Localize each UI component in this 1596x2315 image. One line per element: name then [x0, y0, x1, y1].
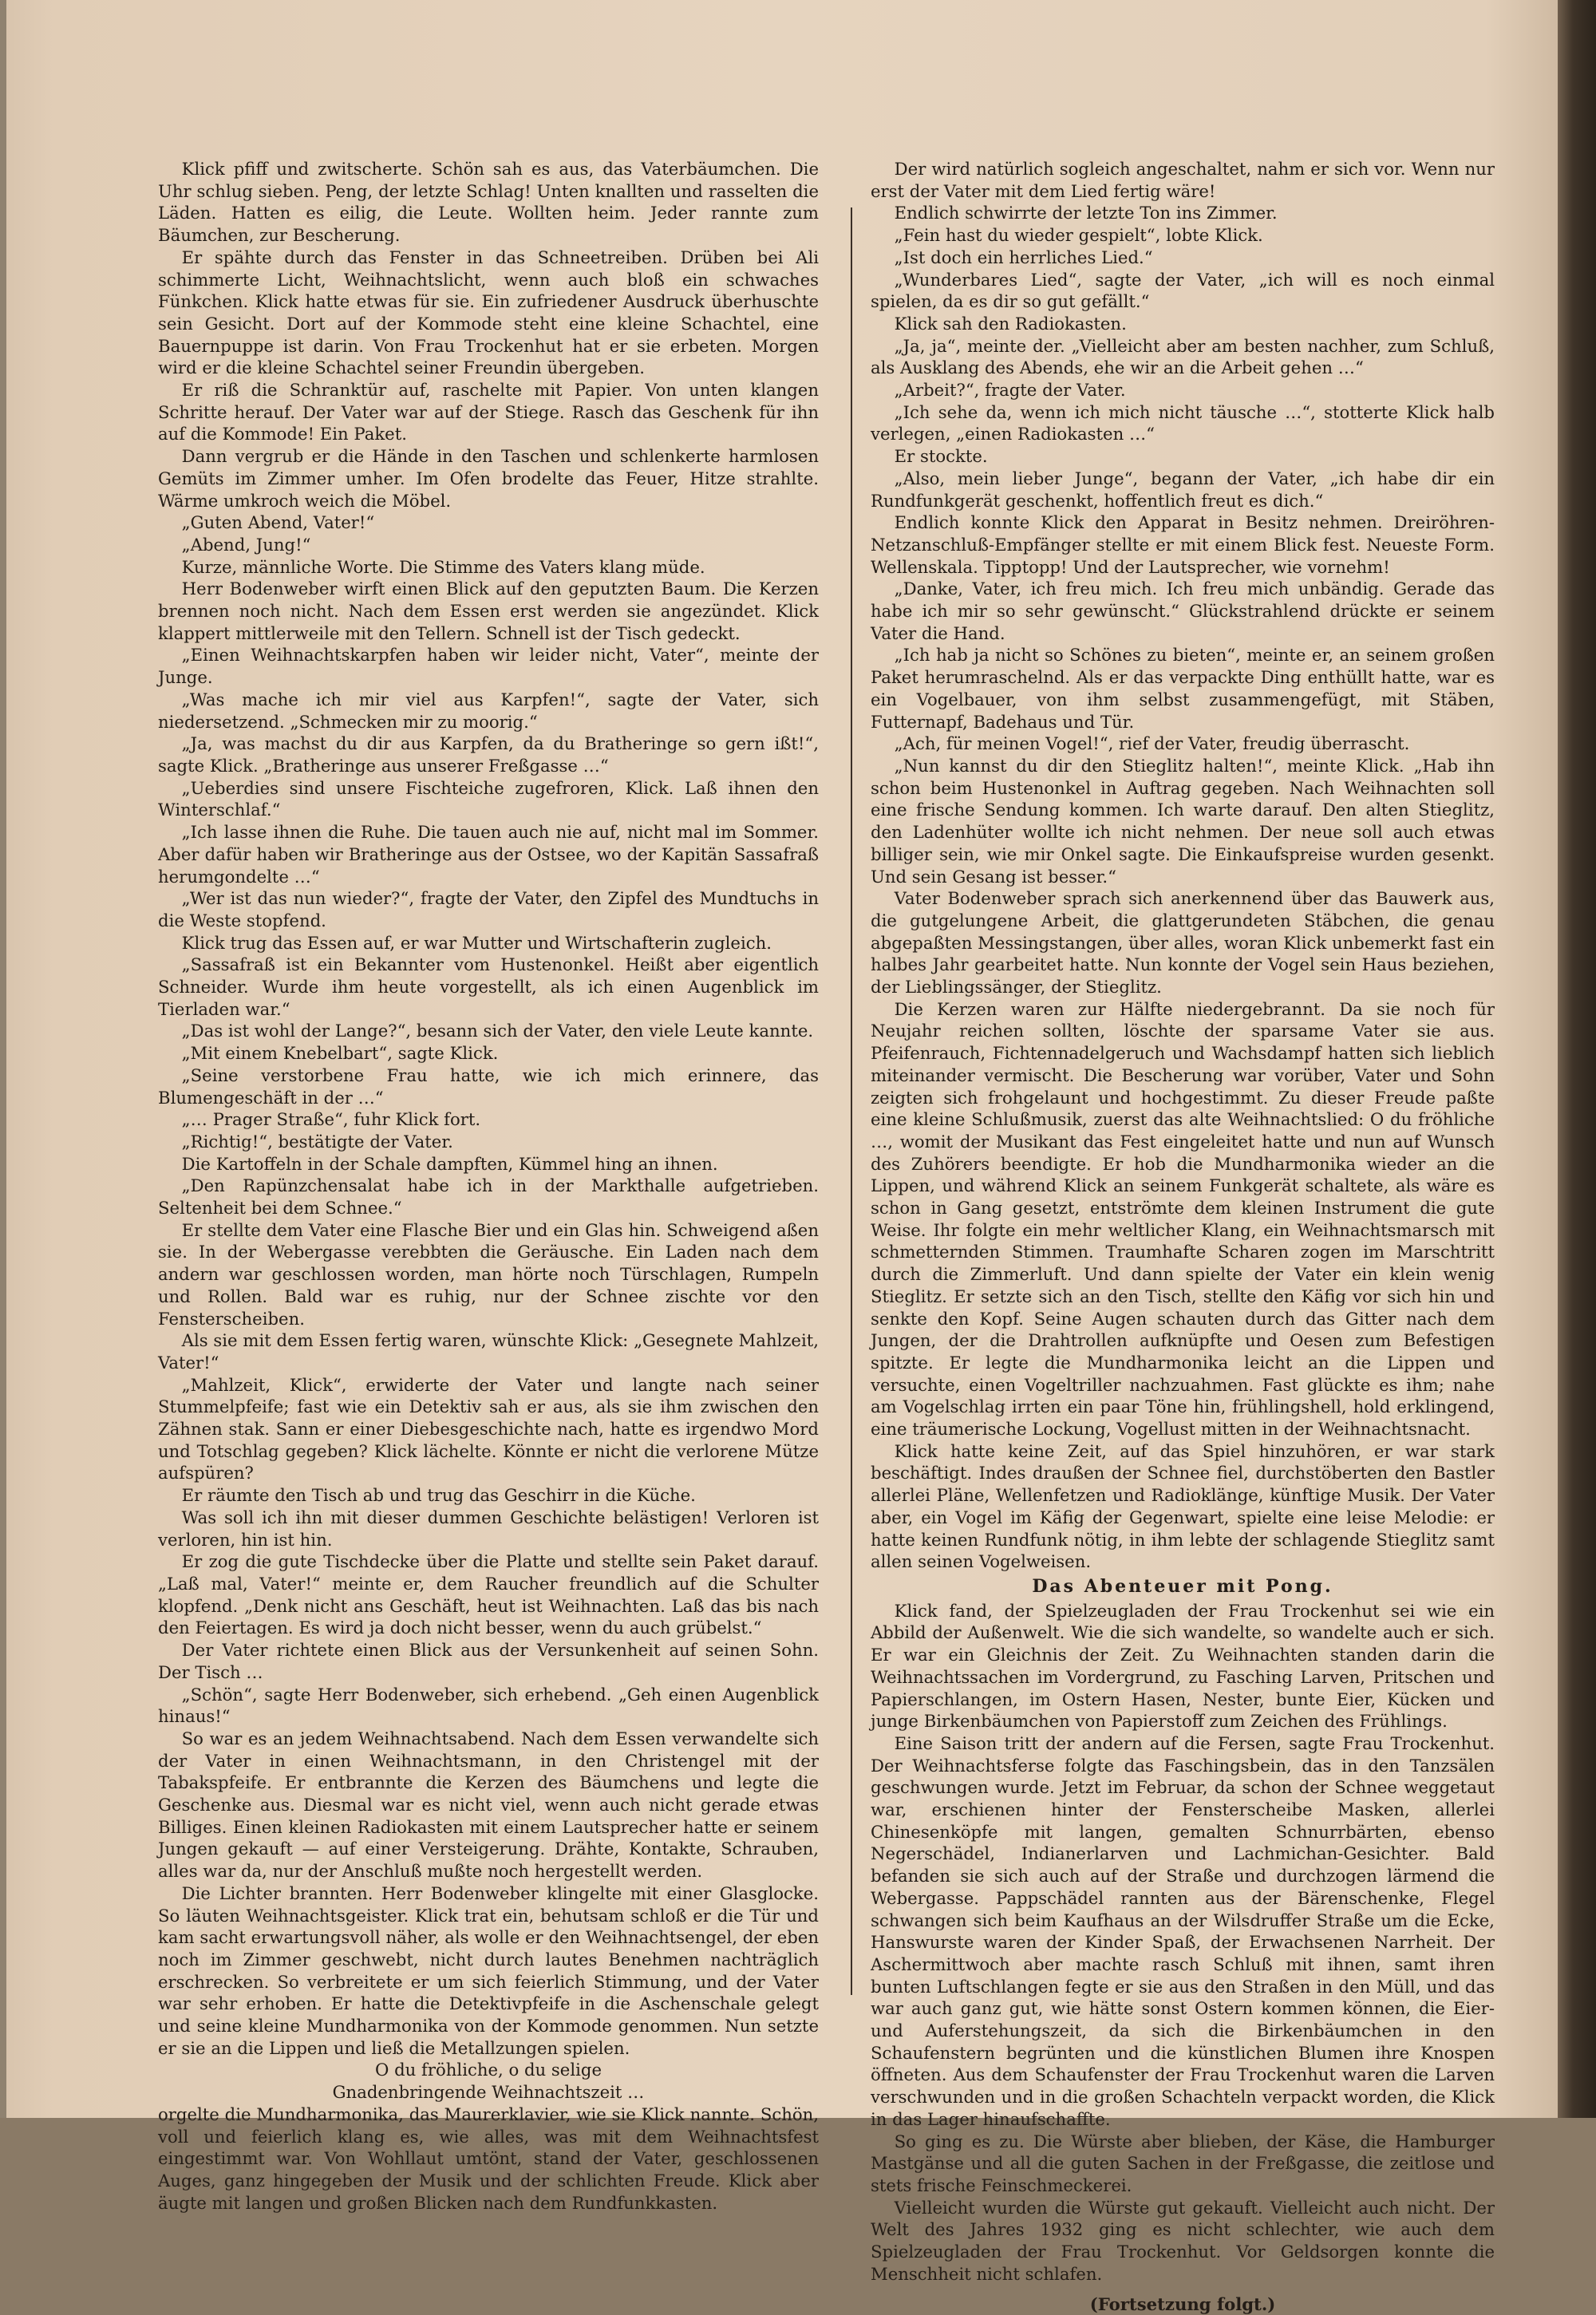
paragraph: „Ach, für meinen Vogel!“, rief der Vater, freudig überrascht. [871, 733, 1495, 755]
paragraph: Der Vater richtete einen Blick aus der Versunkenheit auf seinen Sohn. Der Tisch … [158, 1639, 819, 1683]
paragraph: Klick pfiff und zwitscherte. Schön sah es aus, das Vaterbäumchen. Die Uhr schlug sieben. Peng, der letzte Schlag! Unten knallten und rasselten die Läden. Hatten es eilig, die Leute. Wollten heim. Jeder rannte zum Bäumchen, zur Bescherung. [158, 158, 819, 247]
paragraph: „Das ist wohl der Lange?“, besann sich der Vater, den viele Leute kannte. [158, 1020, 819, 1042]
paragraph: Herr Bodenweber wirft einen Blick auf den geputzten Baum. Die Kerzen brennen noch nicht. Nach dem Essen erst werden sie angezündet. Klick klappert mittlerweile mit den Tellern. Schnell ist der Tisch gedeckt. [158, 578, 819, 644]
paragraph: „Seine verstorbene Frau hatte, wie ich mich erinnere, das Blumengeschäft in der …“ [158, 1065, 819, 1108]
paragraph: „Arbeit?“, fragte der Vater. [871, 379, 1495, 401]
paragraph: „Mahlzeit, Klick“, erwiderte der Vater und langte nach seiner Stummelpfeife; fast wie ein Detektiv sah er aus, als sie ihm zwischen den Zähnen stak. Sann er einer Diebesgeschichte nach, hatte es irgendwo Mord und Totschlag gegeben? Klick lächelte. Könnte er nicht die verlorene Mütze aufspüren? [158, 1374, 819, 1485]
paragraph: „Wer ist das nun wieder?“, fragte der Vater, den Zipfel des Mundtuchs in die Weste stopfend. [158, 887, 819, 931]
verse-line-1: O du fröhliche, o du selige [158, 2059, 819, 2081]
paragraph: „Richtig!“, bestätigte der Vater. [158, 1131, 819, 1153]
paragraph: Er räumte den Tisch ab und trug das Geschirr in die Küche. [158, 1484, 819, 1507]
verse-block [158, 2059, 819, 2103]
right-paragraphs [871, 158, 1495, 1573]
paragraph: Als sie mit dem Essen fertig waren, wünschte Klick: „Gesegnete Mahlzeit, Vater!“ [158, 1329, 819, 1373]
paragraph: „Sassafraß ist ein Bekannter vom Hustenonkel. Heißt aber eigentlich Schneider. Wurde ihm heute vorgestellt, als ich einen Augenblick im Tierladen war.“ [158, 954, 819, 1020]
paragraph: Endlich schwirrte der letzte Ton ins Zimmer. [871, 202, 1495, 224]
paragraph: Die Kartoffeln in der Schale dampften, Kümmel hing an ihnen. [158, 1153, 819, 1175]
paragraph: Die Lichter brannten. Herr Bodenweber klingelte mit einer Glasglocke. So läuten Weihnachtsgeister. Klick trat ein, behutsam schloß er die Tür und kam sacht erwartungsvoll näher, als wolle er den Weihnachtsengel, der eben noch im Zimmer geschwebt, nicht durch lautes Benehmen nachträglich erschrecken. So verbreitete er um sich feierlich Stimmung, und der Vater war sehr erhoben. Er hatte die Detektivpfeife in die Aschenschale gelegt und seine kleine Mundharmonika von der Kommode genommen. Nun setzte er sie an die Lippen und ließ die Metallzungen spielen. [158, 1882, 819, 2060]
paragraph: „Guten Abend, Vater!“ [158, 512, 819, 534]
paragraph: So war es an jedem Weihnachtsabend. Nach dem Essen verwandelte sich der Vater in einen Weihnachtsmann, in den Christengel mit der Tabakspfeife. Er entbrannte die Kerzen des Bäumchens und legte die Geschenke aus. Diesmal war es nicht viel, wenn auch nicht gerade etwas Billiges. Einen kleinen Radiokasten mit einem Lautsprecher hatte er seinem Jungen gekauft — auf einer Versteigerung. Drähte, Kontakte, Schrauben, alles war da, nur der Anschluß mußte noch hergestellt werden. [158, 1728, 819, 1882]
paragraph: „Ist doch ein herrliches Lied.“ [871, 247, 1495, 269]
paragraph: „Ich hab ja nicht so Schönes zu bieten“, meinte er, an seinem großen Paket herumraschelnd. Als er das verpackte Ding enthüllt hatte, war es ein Vogelbauer, von ihm selbst zusammengefügt, mit Stäben, Futternapf, Badehaus und Tür. [871, 644, 1495, 733]
paragraph: Klick hatte keine Zeit, auf das Spiel hinzuhören, er war stark beschäftigt. Indes draußen der Schnee fiel, durchstöberten den Bastler allerlei Pläne, Wellenfetzen und Radioklänge, künftige Musik. Der Vater aber, ein Vogel im Käfig der Gegenwart, spielte eine leise Melodie: er hatte keinen Rundfunk nötig, in ihm lebte der schlagende Stieglitz samt allen seinen Vogelweisen. [871, 1440, 1495, 1573]
paragraph: Was soll ich ihn mit dieser dummen Geschichte belästigen! Verloren ist verloren, hin ist hin. [158, 1507, 819, 1551]
paragraph: „Ja, ja“, meinte der. „Vielleicht aber am besten nachher, zum Schluß, als Ausklang des Abends, ehe wir an die Arbeit gehen …“ [871, 335, 1495, 379]
paragraph: „Also, mein lieber Junge“, begann der Vater, „ich habe dir ein Rundfunkgerät geschenkt, hoffentlich freut es dich.“ [871, 468, 1495, 512]
paragraph: So ging es zu. Die Würste aber blieben, der Käse, die Hamburger Mastgänse und all die guten Sachen in der Freßgasse, die zeitlose und stets frische Feinschmeckerei. [871, 2131, 1495, 2197]
paragraph: „Danke, Vater, ich freu mich. Ich freu mich unbändig. Gerade das habe ich mir so sehr gewünscht.“ Glückstrahlend drückte er seinem Vater die Hand. [871, 578, 1495, 644]
paragraph: Dann vergrub er die Hände in den Taschen und schlenkerte harmlosen Gemüts im Zimmer umher. Im Ofen brodelte das Feuer, Hitze strahlte. Wärme umkroch weich die Möbel. [158, 445, 819, 512]
paragraph: „Ja, was machst du dir aus Karpfen, da du Bratheringe so gern ißt!“, sagte Klick. „Bratheringe aus unserer Freßgasse …“ [158, 733, 819, 776]
verse-line-2: Gnadenbringende Weihnachtszeit … [158, 2081, 819, 2104]
paragraph: Er riß die Schranktür auf, raschelte mit Papier. Von unten klangen Schritte herauf. Der Vater war auf der Stiege. Rasch das Geschenk für ihn auf die Kommode! Ein Paket. [158, 379, 819, 445]
paragraph: „Den Rapünzchensalat habe ich in der Markthalle aufgetrieben. Seltenheit bei dem Schnee.“ [158, 1175, 819, 1219]
paragraph: Vater Bodenweber sprach sich anerkennend über das Bauwerk aus, die gutgelungene Arbeit, die glattgerundeten Stäbchen, die genau abgepaßten Messingstangen, über alles, woran Klick unbemerkt fast ein halbes Jahr gearbeitet hatte. Nun konnte der Vogel sein Haus beziehen, der Lieblingssänger, der Stieglitz. [871, 887, 1495, 998]
paragraph: „Wunderbares Lied“, sagte der Vater, „ich will es noch einmal spielen, da es dir so gut gefällt.“ [871, 269, 1495, 313]
paragraph: Vielleicht wurden die Würste gut gekauft. Vielleicht auch nicht. Der Welt des Jahres 1932 ging es nicht schlechter, wie auch dem Spielzeugladen der Frau Trockenhut. Vor Geldsorgen konnte die Menschheit nicht schlafen. [871, 2197, 1495, 2285]
paragraph: Er stockte. [871, 445, 1495, 468]
left-column [158, 158, 819, 2073]
newspaper-page [6, 0, 1564, 2118]
binding-spine [1558, 0, 1596, 2118]
paragraph: „Schön“, sagte Herr Bodenweber, sich erhebend. „Geh einen Augenblick hinaus!“ [158, 1684, 819, 1728]
left-closing-paragraph: orgelte die Mundharmonika, das Maurerklavier, wie sie Klick nannte. Schön, voll und feierlich klang es, wie alles, was mit dem Weihnachtsfest eingestimmt war. Von Wohllaut umtönt, stand der Vater, geschlossenen Auges, ganz hingegeben der Musik und der schlichten Freude. Klick aber äugte mit langen und großen Blicken nach dem Rundfunkkasten. [158, 2104, 819, 2214]
paragraph: „Abend, Jung!“ [158, 534, 819, 556]
paragraph: Er zog die gute Tischdecke über die Platte und stellte sein Paket darauf. „Laß mal, Vater!“ meinte er, dem Raucher freundlich auf die Schulter klopfend. „Denk nicht ans Geschäft, heut ist Weihnachten. Laß das bis nach den Feiertagen. Es wird ja doch nicht besser, wenn du auch grübelst.“ [158, 1551, 819, 1639]
paragraph: Klick fand, der Spielzeugladen der Frau Trockenhut sei wie ein Abbild der Außenwelt. Wie die sich wandelte, so wandelte auch er sich. Er war ein Gleichnis der Zeit. Zu Weihnachten standen darin die Weihnachtssachen im Vordergrund, zu Fasching Larven, Pritschen und Papierschlangen, im Ostern Hasen, Nester, bunte Eier, Kücken und junge Birkenbäumchen von Papierstoff zum Zeichen des Frühlings. [871, 1600, 1495, 1732]
paragraph: Klick trug das Essen auf, er war Mutter und Wirtschafterin zugleich. [158, 932, 819, 954]
paragraph: Er spähte durch das Fenster in das Schneetreiben. Drüben bei Ali schimmerte Licht, Weihnachtslicht, wenn auch bloß ein schwaches Fünkchen. Klick hatte etwas für sie. Ein zufriedener Ausdruck überhuschte sein Gesicht. Dort auf der Kommode steht eine kleine Schachtel, eine Bauernpuppe ist darin. Von Frau Trockenhut hat er sie erbeten. Morgen wird er die kleine Schachtel seiner Freundin übergeben. [158, 247, 819, 379]
continuation-note: (Fortsetzung folgt.) [871, 2293, 1495, 2315]
paragraph: „… Prager Straße“, fuhr Klick fort. [158, 1108, 819, 1131]
paragraph: „Was mache ich mir viel aus Karpfen!“, sagte der Vater, sich niedersetzend. „Schmecken mir zu moorig.“ [158, 689, 819, 733]
paragraph: Der wird natürlich sogleich angeschaltet, nahm er sich vor. Wenn nur erst der Vater mit dem Lied fertig wäre! [871, 158, 1495, 202]
paragraph: „Ich sehe da, wenn ich mich nicht täusche …“, stotterte Klick halb verlegen, „einen Radiokasten …“ [871, 401, 1495, 445]
paragraph: „Einen Weihnachtskarpfen haben wir leider nicht, Vater“, meinte der Junge. [158, 644, 819, 688]
paragraph: Endlich konnte Klick den Apparat in Besitz nehmen. Dreiröhren-Netzanschluß-Empfänger stellte er mit einem Blick fest. Neueste Form. Wellenskala. Tipptopp! Und der Lautsprecher, wie vornehm! [871, 512, 1495, 578]
section-paragraphs [871, 1600, 1495, 2285]
paragraph: Kurze, männliche Worte. Die Stimme des Vaters klang müde. [158, 556, 819, 579]
section-title: Das Abenteuer mit Pong. [871, 1576, 1495, 1598]
paragraph: Er stellte dem Vater eine Flasche Bier und ein Glas hin. Schweigend aßen sie. In der Webergasse verebbten die Geräusche. Ein Laden nach dem andern war geschlossen worden, man hörte noch Türschlagen, Rumpeln und Rollen. Bald war es ruhig, nur der Schnee zischte vor den Fensterscheiben. [158, 1219, 819, 1330]
paragraph: „Ueberdies sind unsere Fischteiche zugefroren, Klick. Laß ihnen den Winterschlaf.“ [158, 777, 819, 821]
paragraph: „Fein hast du wieder gespielt“, lobte Klick. [871, 224, 1495, 247]
paragraph: Eine Saison tritt der andern auf die Fersen, sagte Frau Trockenhut. Der Weihnachtsferse folgte das Faschingsbein, das in den Tanzsälen geschwungen wurde. Jetzt im Februar, da schon der Schnee weggetaut war, erschienen hinter der Fensterscheibe Masken, allerlei Chinesenköpfe mit langen, gemalten Schnurrbärten, ebenso Negerschädel, Indianerlarven und Lachmichan-Gesichter. Bald befanden sie sich auch auf der Straße und durchzogen lärmend die Webergasse. Pappschädel rannten aus der Bärenschenke, Flegel schwangen sich beim Kaufhaus an der Wilsdruffer Straße um die Ecke, Hanswurste waren der Kinder Spaß, der Erwachsenen Narrheit. Der Aschermittwoch aber machte rasch Schluß mit ihnen, samt ihren bunten Luftschlangen fegte er sie aus den Straßen in den Müll, und das war auch ganz gut, wie hätte sonst Ostern kommen können, die Eier- und Auferstehungszeit, da sich die Birkenbäumchen in den Schaufenstern begrünten und die künstlichen Blumen ihre Knospen öffneten. Aus dem Schaufenster der Frau Trockenhut waren die Larven verschwunden und in die großen Schachteln verpackt worden, die Klick in das Lager hinaufschaffte. [871, 1732, 1495, 2131]
column-divider [851, 207, 852, 1995]
paragraph: „Nun kannst du dir den Stieglitz halten!“, meinte Klick. „Hab ihn schon beim Hustenonkel in Auftrag gegeben. Nach Weihnachten soll eine frische Sendung kommen. Ich warte darauf. Den alten Stieglitz, den Ladenhüter wollte ich nicht nehmen. Der neue soll auch etwas billiger sein, wie mir Onkel sagte. Die Einkaufspreise wurden gesenkt. Und sein Gesang ist besser.“ [871, 755, 1495, 887]
paragraph: „Ich lasse ihnen die Ruhe. Die tauen auch nie auf, nicht mal im Sommer. Aber dafür haben wir Bratheringe aus der Ostsee, wo der Kapitän Sassafraß herumgondelte …“ [158, 821, 819, 887]
paragraph: Klick sah den Radiokasten. [871, 313, 1495, 335]
right-column [871, 158, 1495, 2073]
left-paragraphs [158, 158, 819, 2059]
paragraph: „Mit einem Knebelbart“, sagte Klick. [158, 1042, 819, 1065]
paragraph: Die Kerzen waren zur Hälfte niedergebrannt. Da sie noch für Neujahr reichen sollten, löschte der sparsame Vater sie aus. Pfeifenrauch, Fichtennadelgeruch und Wachsdampf hatten sich lieblich miteinander vermischt. Die Bescherung war vorüber, Vater und Sohn zeigten sich frohgelaunt und hochgestimmt. Zu dieser Freude paßte eine kleine Schlußmusik, zuerst das alte Weihnachtslied: O du fröhliche …, womit der Musikant das Fest eingeleitet hatte und nun auf Wunsch des Zuhörers beendigte. Er hob die Mundharmonika wieder an die Lippen, und während Klick an seinem Funkgerät schaltete, als wäre es schon in Gang gesetzt, entströmte dem kleinen Instrument die gute Weise. Ihr folgte ein mehr weltlicher Klang, ein Weihnachtsmarsch mit schmetternden Stimmen. Traumhafte Scharen zogen im Marschtritt durch die Zimmerluft. Und dann spielte der Vater ein klein wenig Stieglitz. Er setzte sich an den Tisch, stellte den Käfig vor sich hin und senkte den Kopf. Seine Augen schauten durch das Gitter nach dem Jungen, der die Drahtrollen aufknüpfte und Oesen zum Befestigen spitzte. Er legte die Mundharmonika leicht an die Lippen und versuchte, einen Vogeltriller nachzuahmen. Fast glückte es ihm; nahe am Vogelschlag irrten ein paar Töne hin, frühlingshell, hold erklingend, eine träumerische Lockung, Vogellust mitten in der Weihnachtsnacht. [871, 998, 1495, 1440]
